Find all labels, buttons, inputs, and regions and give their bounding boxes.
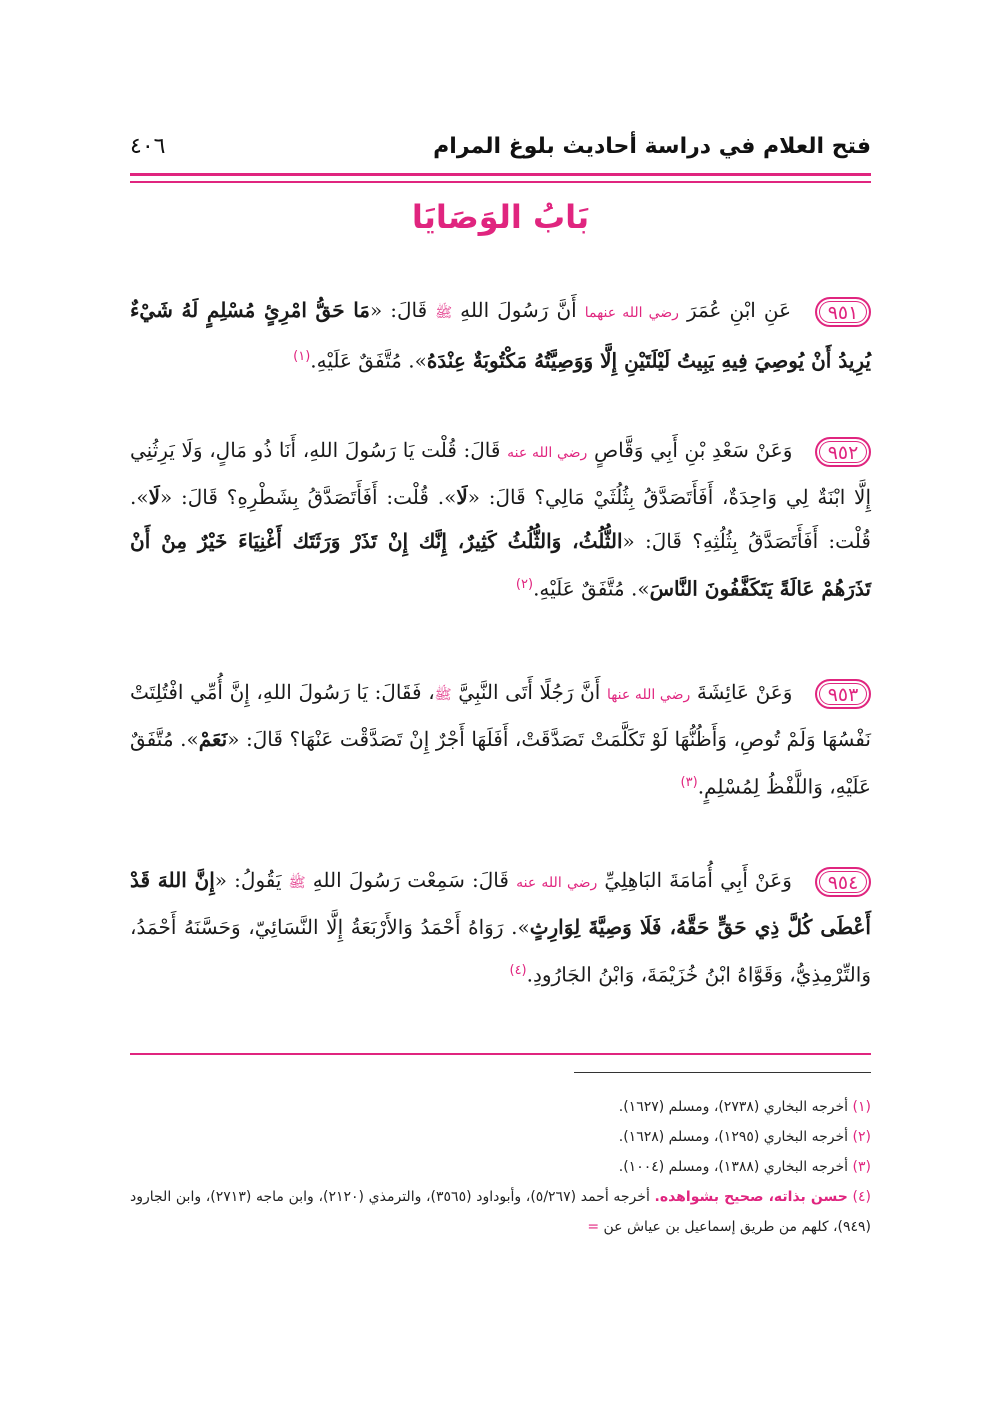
hadith-number-badge: ٩٥١ — [815, 297, 871, 327]
header-rule-thick — [130, 173, 871, 176]
hadith-text: قَالَ: قُلْت يَا رَسُولَ اللهِ، أَنَا ذُو مَالٍ، وَلَا يَرِثُنِي إِلَّا ابْنَةٌ لِي وَاحِدَةٌ، أَفَأَتَصَدَّقُ بِثُلُثَيْ مَالِي؟ قَالَ: « — [130, 438, 871, 509]
footnote-4 — [130, 1182, 871, 1242]
hadith-text: أَنَّ رَسُولَ اللهِ — [460, 298, 577, 322]
footnote-separator-short — [574, 1072, 871, 1073]
salutation-glyph: ﷺ — [434, 687, 452, 703]
hadith-text: وَعَنْ سَعْدِ بْنِ أَبِي وَقَّاصٍ — [593, 438, 793, 462]
continuation-mark: = — [587, 1219, 600, 1235]
hadith-text: قَالَ: « — [370, 298, 428, 322]
footnote-ref[interactable]: (٢) — [515, 577, 534, 592]
page-number: ٤٠٦ — [130, 133, 166, 159]
hadith-text: وَعَنْ عَائِشَةَ — [696, 680, 793, 704]
hadith-text: عَنِ ابْنِ عُمَرَ — [686, 298, 792, 322]
hadith-matn: الثُّلُثُ، وَالثُّلُثُ كَثِيرٌ، إِنَّك إِنْ تَذَرْ وَرَثَتَك أَغْنِيَاءَ خَيْرٌ مِنْ أَنْ تَذَرَهُمْ عَالَةً يَتَكَفَّفُونَ النَّاسَ — [130, 529, 871, 601]
footnote-grading: حسن بذاته، صحيح بشواهده. — [654, 1189, 848, 1205]
hadith-source: ». مُتَّفَقٌ عَلَيْهِ. — [310, 348, 427, 373]
footnote-number: (١) — [852, 1099, 871, 1115]
header-rule-thin — [130, 181, 871, 183]
hadith-source: ». رَوَاهُ أَحْمَدُ وَالأَرْبَعَةُ إِلَّا النَّسَائِيّ، وَحَسَّنَهُ أَحْمَدُ، وَالتِّرْمِذِيُّ، وَقَوَّاهُ ابْنُ خُزَيْمَةَ، وَابْنُ الجَارُودِ. — [130, 915, 871, 987]
hadith-953 — [130, 670, 871, 809]
hadith-text: ». قُلْت: أَفَأَتَصَدَّقُ بِشَطْرِهِ؟ قَالَ: « — [160, 485, 457, 509]
salutation-glyph: ﷺ — [288, 875, 306, 891]
hadith-matn: لَا — [148, 485, 160, 509]
hadith-matn: لَا — [456, 485, 468, 509]
hadith-matn: إِنَّ اللهَ قَدْ أَعْطَى كُلَّ ذِي حَقٍّ حَقَّهُ، فَلَا وَصِيَّةَ لِوَارِثٍ — [130, 868, 871, 939]
footnote-number: (٣) — [852, 1159, 871, 1175]
running-header — [130, 124, 871, 168]
hadith-number-badge: ٩٥٣ — [815, 679, 871, 709]
hadith-number-badge: ٩٥٤ — [815, 867, 871, 897]
footnote-ref[interactable]: (٣) — [680, 775, 698, 790]
footnote-text: أخرجه البخاري (١٢٩٥)، ومسلم (١٦٢٨). — [618, 1129, 849, 1145]
footnote-ref[interactable]: (٤) — [509, 963, 527, 978]
hadith-text: أَنَّ رَجُلًا أَتَى النَّبِيَّ — [458, 680, 601, 704]
hadith-source: ». مُتَّفَقٌ عَلَيْهِ، وَاللَّفْظُ لِمُسْلِمٍ. — [130, 727, 871, 799]
hadith-text: يَقُولُ: « — [214, 868, 282, 892]
book-title: فتح العلام في دراسة أحاديث بلوغ المرام — [433, 133, 871, 159]
hadith-matn: مَا حَقُّ امْرِئٍ مُسْلِمٍ لَهُ شَيْءٌ يُرِيدُ أَنْ يُوصِيَ فِيهِ يَبِيتُ لَيْلَتَيْنِ إِلَّا وَوَصِيَّتُهُ مَكْتُوبَةٌ عِنْدَهُ — [130, 298, 871, 373]
footnote-1 — [130, 1092, 871, 1122]
hadith-text: ». قُلْت: أَفَأَتَصَدَّقُ بِثُلُثِهِ؟ قَالَ: « — [130, 485, 871, 553]
footnote-ref[interactable]: (١) — [293, 349, 311, 364]
footnote-2 — [130, 1122, 871, 1152]
footnote-text: أخرجه البخاري (١٣٨٨)، ومسلم (١٠٠٤). — [618, 1159, 849, 1175]
salutation-glyph: رضي الله عنهما — [584, 305, 679, 321]
footnotes — [130, 1092, 871, 1242]
salutation-glyph: رضي الله عنه — [516, 875, 598, 891]
hadith-source: ». مُتَّفَقٌ عَلَيْهِ. — [533, 576, 650, 601]
footnote-text: أخرجه أحمد (٥/٢٦٧)، وأبوداود (٣٥٦٥)، والترمذي (٢١٢٠)، وابن ماجه (٢٧١٣)، وابن الجارود (٩٤٩)، كلهم من طريق إسماعيل بن عياش عن — [130, 1189, 871, 1235]
salutation-glyph: رضي الله عنه — [507, 445, 588, 461]
salutation-glyph: ﷺ — [435, 305, 453, 321]
hadith-951 — [130, 288, 871, 383]
hadith-text: وَعَنْ أَبِي أُمَامَةَ البَاهِلِيِّ — [604, 868, 792, 892]
footnote-separator — [130, 1053, 871, 1055]
hadith-number-badge: ٩٥٢ — [815, 437, 871, 467]
hadith-text: قَالَ: سَمِعْت رَسُولَ اللهِ — [312, 868, 509, 892]
hadith-954 — [130, 858, 871, 997]
hadith-matn: نَعَمْ — [198, 727, 228, 751]
hadith-text: ، فَقَالَ: يَا رَسُولَ اللهِ، إِنَّ أُمِّي افْتُلِتَتْ نَفْسُهَا وَلَمْ تُوصِ، وَأَظُنُّهَا لَوْ تَكَلَّمَتْ تَصَدَّقَتْ، أَفَلَهَا أَجْرٌ إِنْ تَصَدَّقْت عَنْهَا؟ قَالَ: « — [130, 680, 871, 751]
footnote-3 — [130, 1152, 871, 1182]
footnote-number: (٤) — [852, 1189, 872, 1205]
hadith-952 — [130, 428, 871, 611]
footnote-number: (٢) — [852, 1129, 871, 1145]
salutation-glyph: رضي الله عنها — [606, 687, 691, 703]
footnote-text: أخرجه البخاري (٢٧٣٨)، ومسلم (١٦٢٧). — [618, 1099, 849, 1115]
chapter-title: بَابُ الوَصَايَا — [411, 198, 590, 236]
